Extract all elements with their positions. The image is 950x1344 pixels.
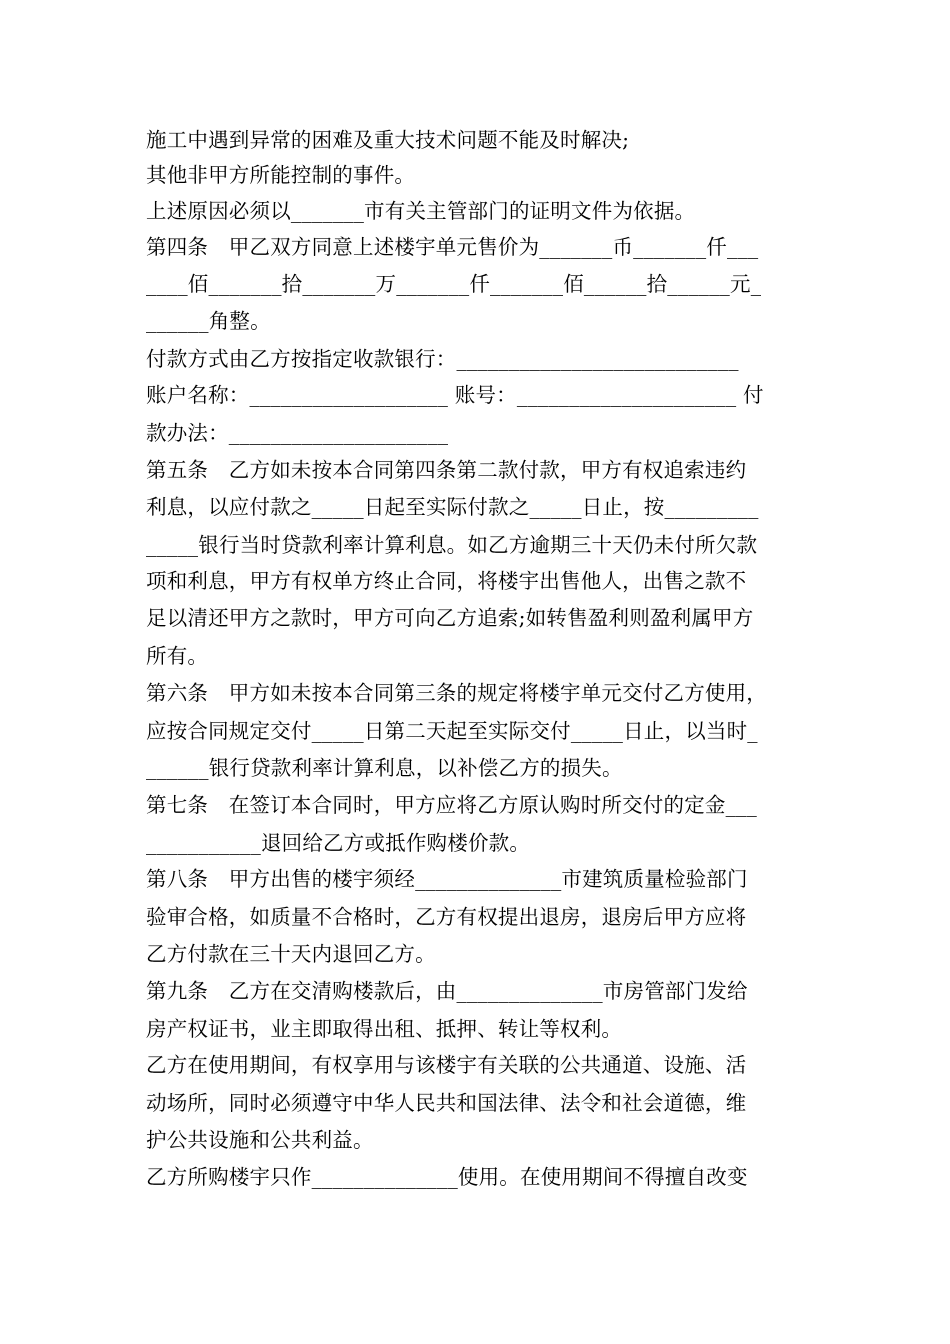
text-line: 护公共设施和公共利益。 bbox=[146, 1128, 374, 1152]
text-line: ____佰_______拾_______万_______仟_______佰______拾______元_ bbox=[146, 272, 762, 296]
text-line: 第六条 甲方如未按本合同第三条的规定将楼宇单元交付乙方使用， bbox=[146, 681, 767, 705]
text-line: 第九条 乙方在交清购楼款后，由______________市房管部门发给 bbox=[146, 979, 748, 1003]
text-line: 动场所，同时必须遵守中华人民共和国法律、法令和社会道德，维 bbox=[146, 1091, 747, 1115]
text-line: 上述原因必须以_______市有关主管部门的证明文件为依据。 bbox=[146, 199, 696, 223]
text-line: ___________退回给乙方或抵作购楼价款。 bbox=[146, 831, 531, 855]
text-line: 付款方式由乙方按指定收款银行：___________________________ bbox=[146, 347, 739, 371]
text-line: 第五条 乙方如未按本合同第四条第二款付款，甲方有权追索违约 bbox=[146, 458, 747, 482]
text-line: 账户名称：___________________ 账号：_____________________ 付 bbox=[146, 383, 764, 407]
text-line: 第八条 甲方出售的楼宇须经______________市建筑质量检验部门 bbox=[146, 867, 748, 891]
text-line: 乙方付款在三十天内退回乙方。 bbox=[146, 942, 436, 966]
text-line: 款办法：_____________________ bbox=[146, 421, 449, 445]
text-line: _____银行当时贷款利率计算利息。如乙方逾期三十天仍未付所欠款 bbox=[146, 533, 758, 557]
text-line: 施工中遇到异常的困难及重大技术问题不能及时解决; bbox=[146, 128, 630, 152]
text-line: 第七条 在签订本合同时，甲方应将乙方原认购时所交付的定金___ bbox=[146, 793, 757, 817]
text-line: ______角整。 bbox=[146, 309, 271, 333]
text-line: 利息，以应付款之_____日起至实际付款之_____日止，按_________ bbox=[146, 495, 759, 519]
text-line: 第四条 甲乙双方同意上述楼宇单元售价为_______币_______仟___ bbox=[146, 235, 759, 259]
text-line: 房产权证书，业主即取得出租、抵押、转让等权利。 bbox=[146, 1017, 623, 1041]
text-line: 应按合同规定交付_____日第二天起至实际交付_____日止，以当时_ bbox=[146, 719, 758, 743]
text-line: 验审合格，如质量不合格时，乙方有权提出退房，退房后甲方应将 bbox=[146, 905, 747, 929]
text-line: 乙方所购楼宇只作______________使用。在使用期间不得擅自改变 bbox=[146, 1165, 748, 1189]
text-line: ______银行贷款利率计算利息，以补偿乙方的损失。 bbox=[146, 756, 623, 780]
text-line: 足以清还甲方之款时，甲方可向乙方追索;如转售盈利则盈利属甲方 bbox=[146, 606, 754, 630]
text-line: 乙方在使用期间，有权享用与该楼宇有关联的公共通道、设施、活 bbox=[146, 1053, 747, 1077]
text-line: 所有。 bbox=[146, 644, 209, 668]
text-line: 其他非甲方所能控制的事件。 bbox=[146, 163, 416, 187]
text-line: 项和利息，甲方有权单方终止合同，将楼宇出售他人，出售之款不 bbox=[146, 569, 747, 593]
